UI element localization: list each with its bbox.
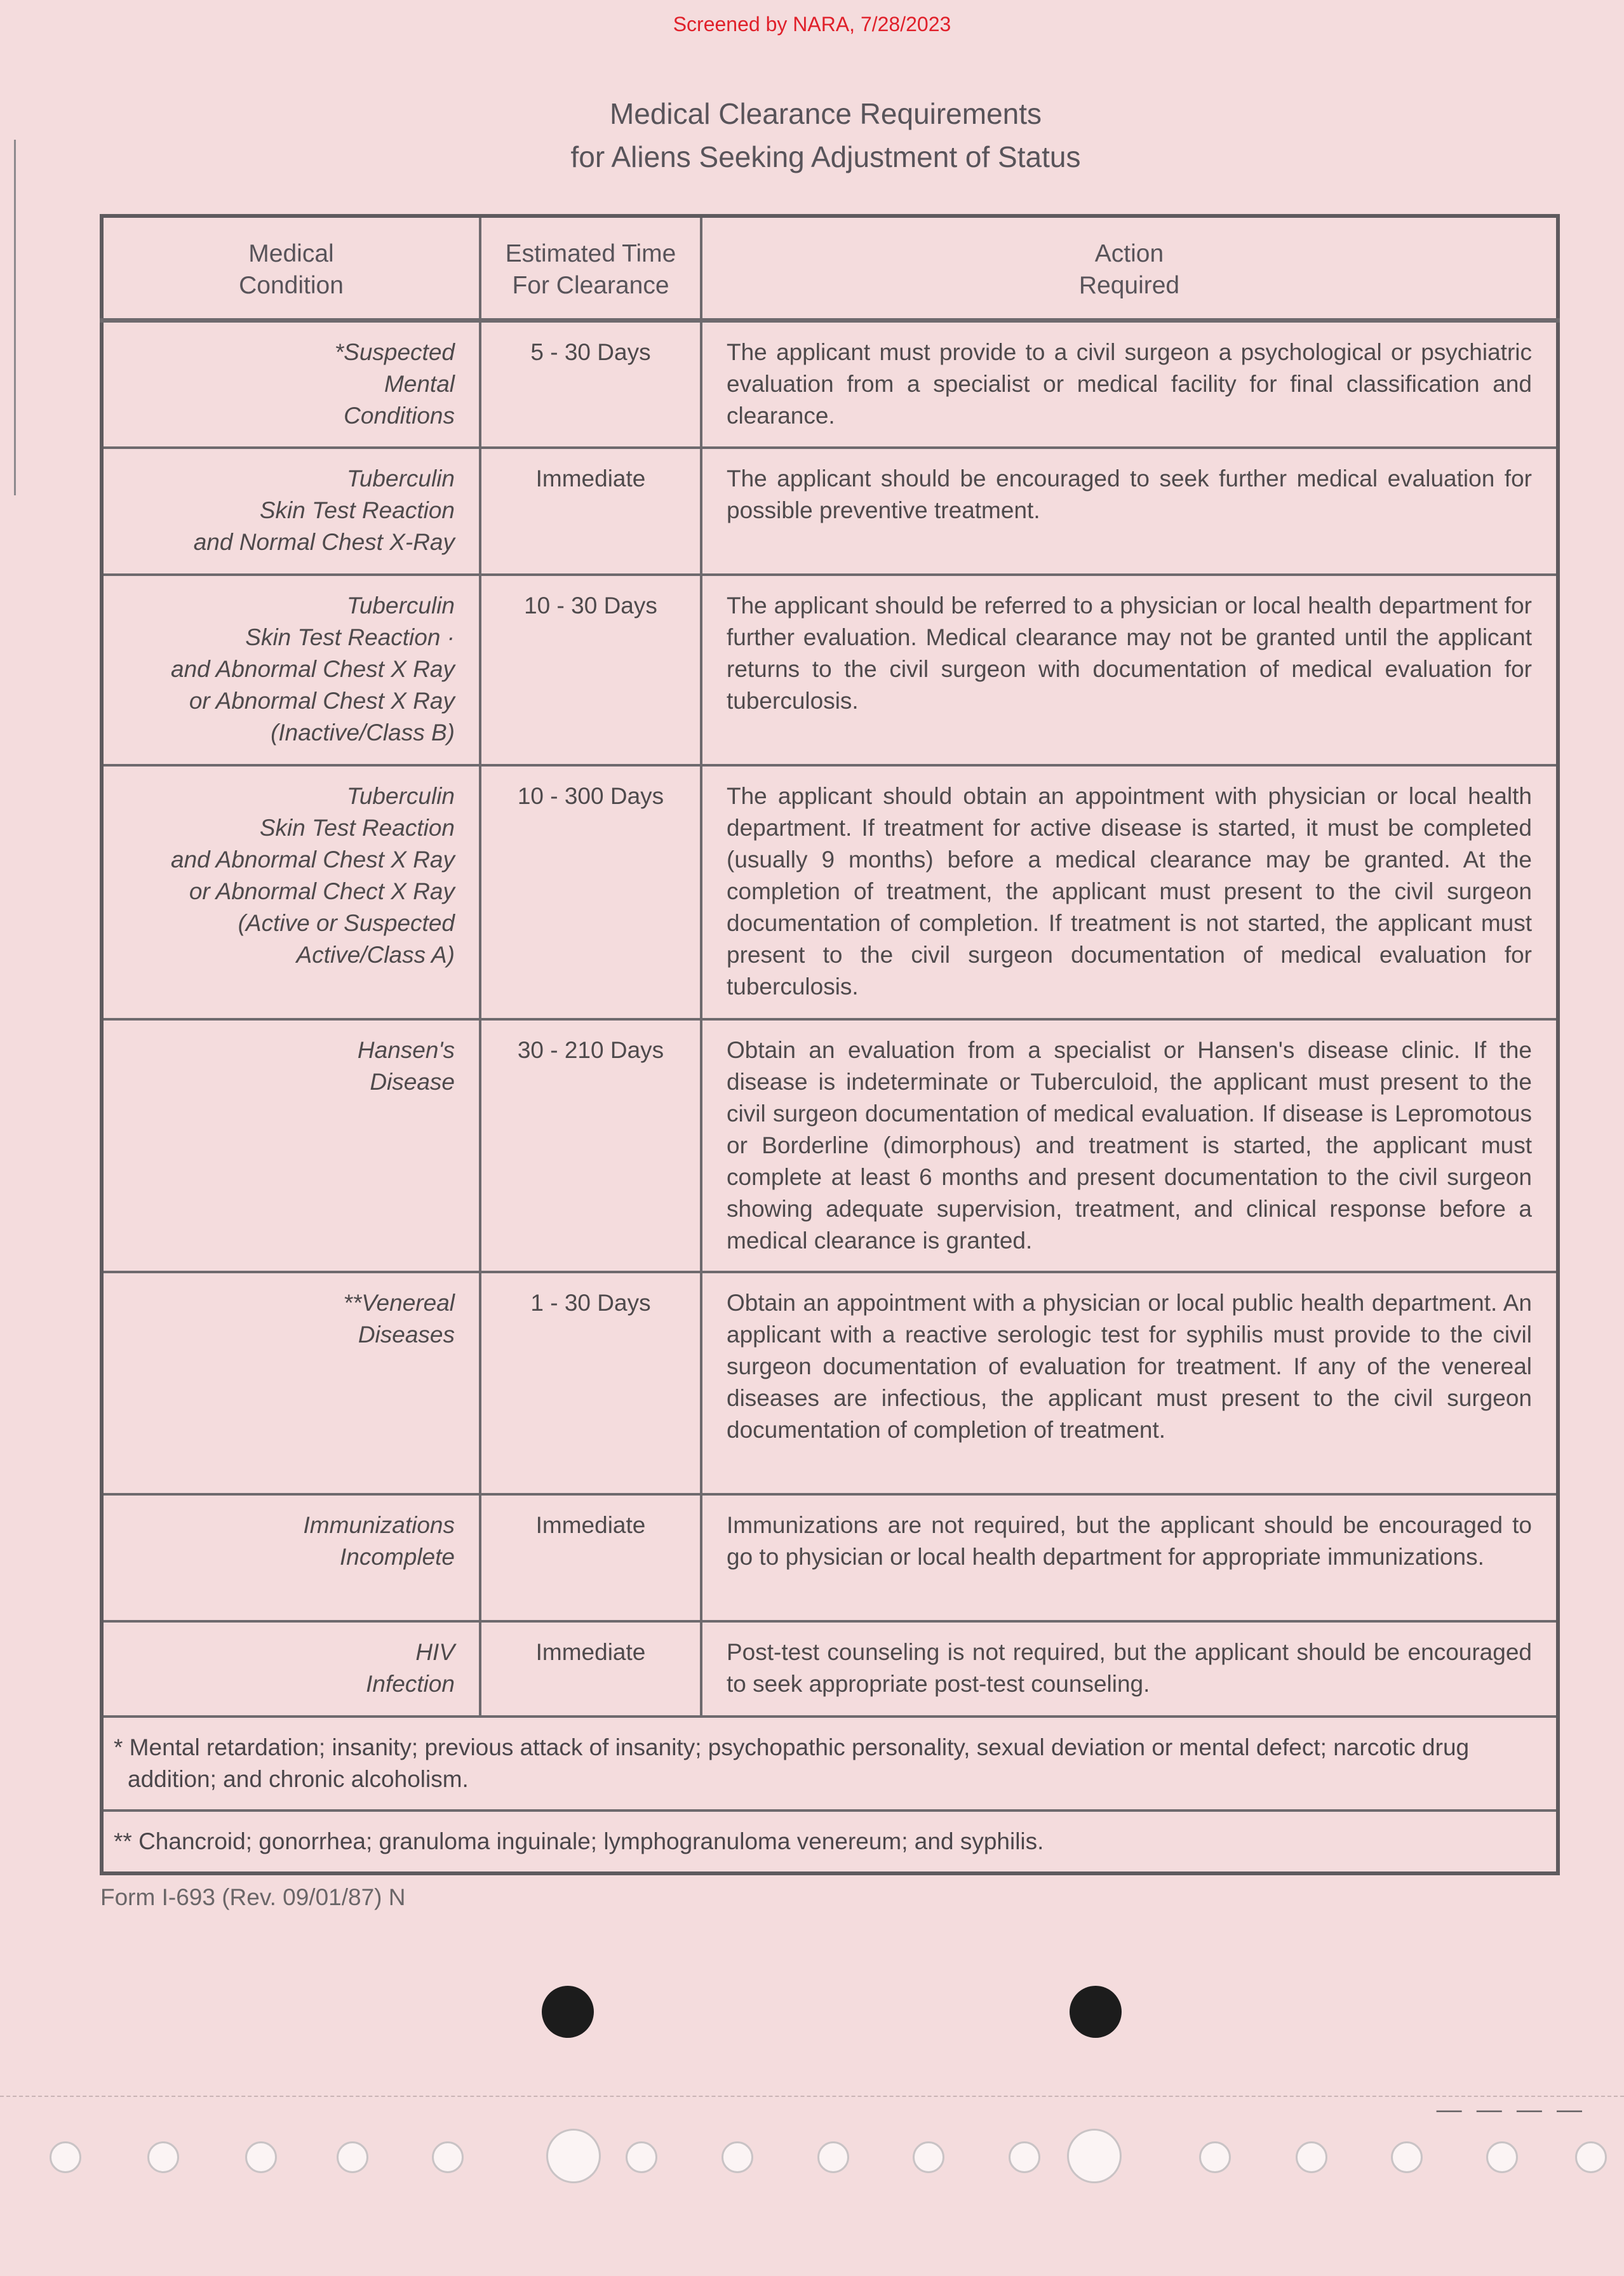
- table-row: [102, 1621, 1558, 1717]
- tear-line: [0, 2096, 1624, 2098]
- document-title: [0, 92, 1624, 178]
- feed-hole: [50, 2141, 81, 2173]
- form-number: Form I-693 (Rev. 09/01/87) N: [100, 1884, 406, 1910]
- time-cell: 1 - 30 Days: [480, 1272, 701, 1494]
- header-estimated-time: Estimated Time For Clearance: [480, 216, 701, 321]
- table-header-row: [102, 216, 1558, 321]
- footnote-mental-conditions: * Mental retardation; insanity; previous attack of insanity; psychopathic personality, sexual deviation or mental defect; narcotic drug addition; and chronic alcoholism.: [102, 1717, 1558, 1811]
- action-cell: The applicant should be encouraged to seek further medical evaluation for possible preventive treatment.: [701, 448, 1558, 575]
- condition-cell: Immunizations Incomplete: [102, 1494, 480, 1621]
- action-cell: Obtain an appointment with a physician or local public health department. An applicant with a reactive serologic test for syphilis must provide to the civil surgeon documentation of evaluation for treatment. If any of the venereal diseases are infectious, the applicant must present to the civil surgeon documentation of completion of treatment.: [701, 1272, 1558, 1494]
- tear-dashes: — — — —: [1436, 2096, 1586, 2124]
- feed-hole: [913, 2141, 944, 2173]
- time-cell: 30 - 210 Days: [480, 1019, 701, 1272]
- table-row: [102, 765, 1558, 1019]
- action-cell: Obtain an evaluation from a specialist or Hansen's disease clinic. If the disease is indeterminate or Tuberculoid, the applicant must present to the civil surgeon documentation of medical evaluation. If disease is Lepromotous or Borderline (dimorphous) and treatment is started, the applicant must complete at least 6 months and present documentation to the civil surgeon showing adequate supervision, treatment, and clinical response before a medical clearance is granted.: [701, 1019, 1558, 1272]
- header-action-required: Action Required: [701, 216, 1558, 321]
- table-row: [102, 575, 1558, 765]
- table-row: [102, 321, 1558, 448]
- feed-hole: [1575, 2141, 1607, 2173]
- feed-hole: [1067, 2129, 1122, 2183]
- feed-hole: [1486, 2141, 1518, 2173]
- feed-hole: [432, 2141, 464, 2173]
- action-cell: The applicant should be referred to a physician or local health department for further evaluation. Medical clearance may not be granted until the applicant returns to the civil surgeon with documentation of medical evaluation for tuberculosis.: [701, 575, 1558, 765]
- feed-hole: [1391, 2141, 1423, 2173]
- condition-cell: Hansen's Disease: [102, 1019, 480, 1272]
- time-cell: 5 - 30 Days: [480, 321, 701, 448]
- binder-hole-left: [542, 1986, 594, 2038]
- footnote-row: [102, 1717, 1558, 1811]
- condition-cell: HIV Infection: [102, 1621, 480, 1717]
- left-margin-rule: [14, 140, 16, 495]
- condition-cell: Tuberculin Skin Test Reaction and Abnormal Chest X Ray or Abnormal Chect X Ray (Active or Suspected Active/Class A): [102, 765, 480, 1019]
- feed-hole: [1199, 2141, 1231, 2173]
- footnote-row: [102, 1811, 1558, 1873]
- clearance-requirements-table: [100, 214, 1560, 1875]
- action-cell: Post-test counseling is not required, but the applicant should be encouraged to seek appropriate post-test counseling.: [701, 1621, 1558, 1717]
- table-row: [102, 1019, 1558, 1272]
- feed-hole: [1009, 2141, 1040, 2173]
- footnote-venereal-diseases: ** Chancroid; gonorrhea; granuloma inguinale; lymphogranuloma venereum; and syphilis.: [102, 1811, 1558, 1873]
- feed-hole: [1296, 2141, 1327, 2173]
- time-cell: Immediate: [480, 1494, 701, 1621]
- action-cell: The applicant must provide to a civil surgeon a psychological or psychiatric evaluation from a specialist or medical facility for final classification and clearance.: [701, 321, 1558, 448]
- feed-hole: [721, 2141, 753, 2173]
- feed-hole: [147, 2141, 179, 2173]
- time-cell: 10 - 300 Days: [480, 765, 701, 1019]
- table-row: [102, 1272, 1558, 1494]
- feed-hole: [245, 2141, 277, 2173]
- title-line-2: for Aliens Seeking Adjustment of Status: [570, 140, 1081, 173]
- time-cell: Immediate: [480, 448, 701, 575]
- table-row: [102, 448, 1558, 575]
- condition-cell: *Suspected Mental Conditions: [102, 321, 480, 448]
- time-cell: Immediate: [480, 1621, 701, 1717]
- title-line-1: Medical Clearance Requirements: [609, 97, 1042, 130]
- condition-cell: Tuberculin Skin Test Reaction · and Abnormal Chest X Ray or Abnormal Chest X Ray (Inactive/Class B): [102, 575, 480, 765]
- binder-hole-right: [1070, 1986, 1122, 2038]
- feed-hole: [817, 2141, 849, 2173]
- header-medical-condition: Medical Condition: [102, 216, 480, 321]
- condition-cell: Tuberculin Skin Test Reaction and Normal Chest X-Ray: [102, 448, 480, 575]
- action-cell: The applicant should obtain an appointment with physician or local health department. If treatment for active disease is started, it must be completed (usually 9 months) before a medical clearance may be granted. At the completion of treatment, the applicant must present to the civil surgeon documentation of completion. If treatment is not started, the applicant must present to the civil surgeon documentation of medical evaluation for tuberculosis.: [701, 765, 1558, 1019]
- feed-hole: [337, 2141, 368, 2173]
- condition-cell: **Venereal Diseases: [102, 1272, 480, 1494]
- feed-hole: [546, 2129, 601, 2183]
- feed-hole: [626, 2141, 657, 2173]
- time-cell: 10 - 30 Days: [480, 575, 701, 765]
- nara-screening-stamp: Screened by NARA, 7/28/2023: [673, 13, 951, 36]
- action-cell: Immunizations are not required, but the applicant should be encouraged to go to physician or local health department for appropriate immunizations.: [701, 1494, 1558, 1621]
- table-row: [102, 1494, 1558, 1621]
